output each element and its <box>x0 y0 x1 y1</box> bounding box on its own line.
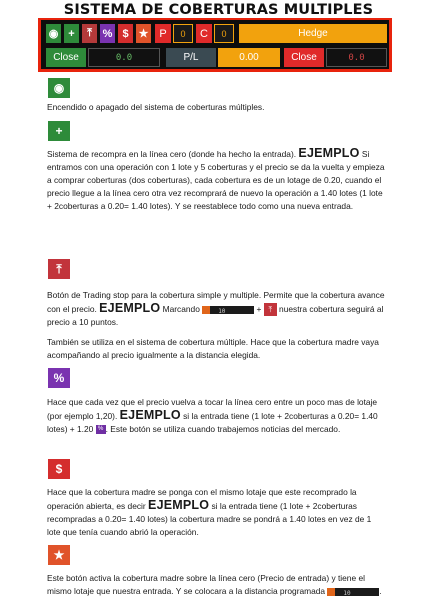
dollar-description <box>47 486 387 539</box>
percent-icon: % <box>48 368 70 388</box>
eye-description: Encendido o apagado del sistema de coberturas múltiples. <box>47 102 265 112</box>
plus-icon: + <box>68 27 75 40</box>
eye-icon: ◉ <box>48 78 70 98</box>
plus-icon: + <box>48 121 70 141</box>
p-value-field[interactable]: 0 <box>173 24 193 43</box>
pl-label: P/L <box>166 48 216 67</box>
distance-value: 10 <box>343 589 351 597</box>
c-value-field[interactable]: 0 <box>214 24 234 43</box>
close-left-button[interactable]: Close <box>46 48 86 67</box>
pct-text-c: . Este botón se utiliza cuando trabajemos noticias del mercado. <box>105 424 341 434</box>
percent-button[interactable] <box>100 24 115 43</box>
hedge-button[interactable]: Hedge <box>239 24 387 43</box>
c-label: C <box>196 24 212 43</box>
star-icon: ★ <box>48 545 70 565</box>
plus-text-a: Sistema de recompra en la línea cero (donde ha hecho la entrada). <box>47 149 299 159</box>
stop-text-c: nuestra cobertura seguirá al precio a 10 puntos. <box>47 304 384 328</box>
distance-field-sample <box>202 306 254 314</box>
close-right-value: 0.0 <box>326 48 387 67</box>
panel-edge-left <box>38 20 41 69</box>
plus-text-b: Si entramos con una operación con 1 lote y 5 coberturas y el precio se da la vuelta y empieza a comprar coberturas (dos coberturas), cada cobertura es de un lotage de 0.20, cuando el precio llegue a la línea cero otra vez recomprará de nuevo la operación a 1.40 lotes (1 lote + 2coberturas a 0.20= 1.40 lotes). Y se reestablece todo como una nueva entrada. <box>47 149 385 211</box>
close-left-value: 0.0 <box>88 48 160 67</box>
eye-button[interactable] <box>46 24 61 43</box>
percent-icon: % <box>102 27 113 40</box>
p-label: P <box>155 24 171 43</box>
arrow-up-bar-icon: ⤒ <box>264 303 277 316</box>
stop-description <box>47 289 387 329</box>
dollar-button[interactable] <box>118 24 133 43</box>
plus-ejemplo: EJEMPLO <box>298 146 360 160</box>
star-icon: ★ <box>138 28 149 40</box>
eye-icon: ◉ <box>48 28 59 40</box>
stop-plus: + <box>254 304 264 314</box>
control-panel <box>38 18 392 72</box>
star-text-b: . <box>379 586 382 596</box>
star-button[interactable] <box>136 24 151 43</box>
pct-text-b: si la entrada tiene (1 lote + 2coberturas a 0.20= 1.40 lotes) + 1.20 <box>47 411 378 434</box>
distance-field-sample <box>327 586 382 597</box>
arrow-up-bar-icon: ⤒ <box>48 259 70 279</box>
pl-value: 0.00 <box>218 48 280 67</box>
distance-value: 10 <box>218 307 226 315</box>
close-right-button[interactable]: Close <box>284 48 324 67</box>
pct-text-a: Hace que cada vez que el precio vuelva a tocar la línea cero entre un poco mas de lotaje (por ejemplo 1,20). <box>47 397 378 421</box>
dollar-icon: $ <box>122 27 129 40</box>
dollar-ejemplo: EJEMPLO <box>148 498 210 512</box>
stop-text-b: Marcando <box>160 304 203 314</box>
star-text-a: Este botón activa la cobertura madre sobre la línea cero (Precio de entrada) y tiene el mismo lotaje que nuestra entrada. Y se colocara a la distancia programada <box>47 573 365 596</box>
dollar-icon: $ <box>48 459 70 479</box>
panel-edge-right <box>389 20 392 69</box>
arrow-up-bar-icon: ⤒ <box>87 27 92 39</box>
trailing-stop-button[interactable] <box>82 24 97 43</box>
percent-description <box>47 396 387 436</box>
percent-icon: % <box>96 425 106 434</box>
stop-description-2: También se utiliza en el sistema de cobertura múltiple. Hace que la cobertura madre vaya acompañando al precio igualmente a la distancia elegida. <box>47 337 379 360</box>
star-description <box>47 572 387 598</box>
dollar-text-a: Hace que la cobertura madre se ponga con el mismo lotaje que este recomprado la operación abierta, es decir <box>47 487 357 511</box>
plus-description <box>47 147 387 213</box>
plus-button[interactable] <box>64 24 79 43</box>
pct-ejemplo: EJEMPLO <box>119 408 181 422</box>
stop-text-a: Botón de Trading stop para la cobertura simple y multiple. Permite que la cobertura avance con el precio. <box>47 290 385 314</box>
dollar-text-b: si la entrada tiene (1 lote + 2coberturas recompradas a 0.20= 1.40 lotes) la cobertura madre se pondrá a 1.40 lotes en vez de 1 lote que tenía cuando abrió la operación. <box>47 501 372 537</box>
stop-ejemplo: EJEMPLO <box>99 301 161 315</box>
page-title: SISTEMA DE COBERTURAS MULTIPLES <box>63 2 374 18</box>
